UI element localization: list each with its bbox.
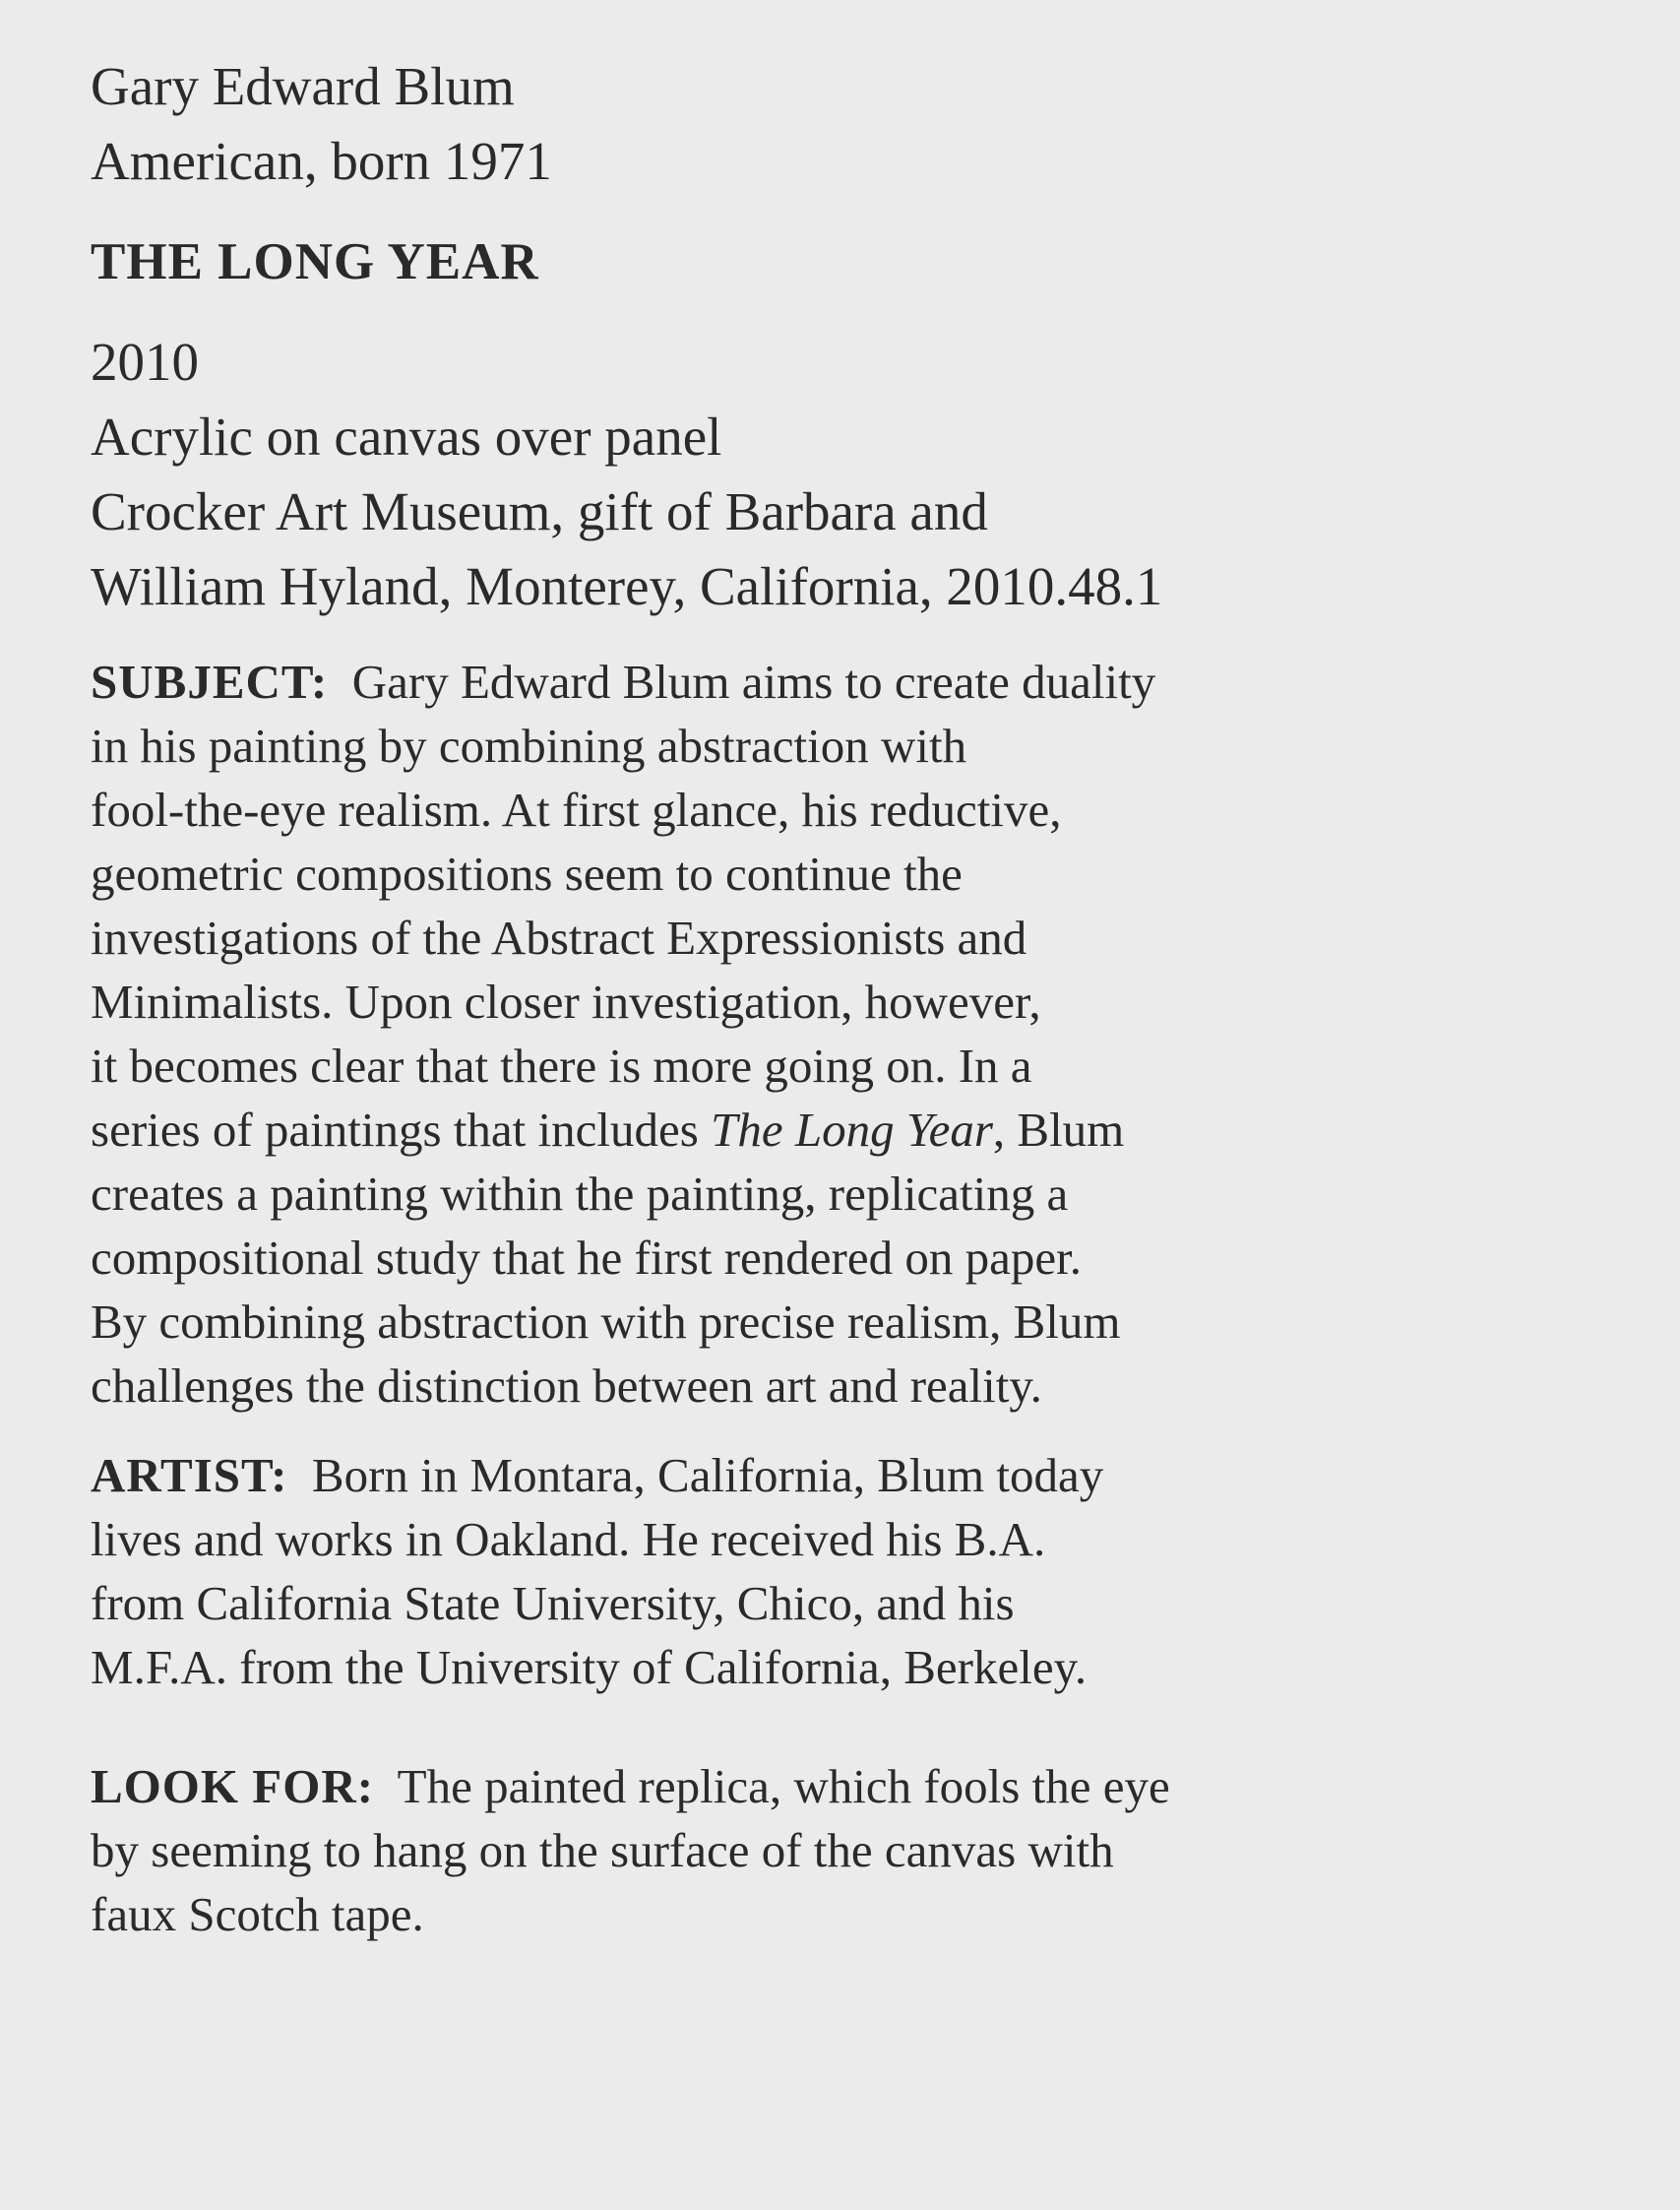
subject-line: compositional study that he first rendered on paper. — [91, 1231, 1082, 1285]
subject-line: in his painting by combining abstraction with — [91, 719, 967, 773]
subject-line: Minimalists. Upon closer investigation, however, — [91, 975, 1041, 1029]
subject-line-end: , Blum — [992, 1103, 1125, 1157]
look-for-line: by seeming to hang on the surface of the canvas with — [91, 1823, 1114, 1877]
subject-section — [91, 650, 1409, 1418]
artist-line: lives and works in Oakland. He received his B.A. — [91, 1512, 1046, 1566]
subject-line: investigations of the Abstract Expressionists and — [91, 911, 1027, 965]
subject-line: it becomes clear that there is more going on. In a — [91, 1039, 1032, 1093]
subject-heading: SUBJECT: — [91, 655, 329, 709]
subject-line: fool-the-eye realism. At first glance, his reductive, — [91, 783, 1062, 837]
credit-line-1: Crocker Art Museum, gift of Barbara and — [91, 481, 988, 541]
subject-line: creates a painting within the painting, replicating a — [91, 1167, 1069, 1221]
artist-section — [91, 1443, 1409, 1699]
subject-line: challenges the distinction between art and reality. — [91, 1358, 1042, 1413]
artist-line: from California State University, Chico, and his — [91, 1576, 1015, 1630]
artwork-medium: Acrylic on canvas over panel — [91, 407, 722, 467]
artist-name: Gary Edward Blum — [91, 56, 515, 116]
artist-nationality: American, born 1971 — [91, 131, 552, 191]
subject-line: series of paintings that includes — [91, 1103, 712, 1157]
credit-line-2: William Hyland, Monterey, California, 2010.48.1 — [91, 556, 1163, 616]
subject-line: By combining abstraction with precise realism, Blum — [91, 1294, 1121, 1349]
artist-line: Born in Montara, California, Blum today — [311, 1448, 1104, 1502]
artist-heading: ARTIST: — [91, 1448, 288, 1502]
look-for-line: faux Scotch tape. — [91, 1887, 424, 1941]
subject-line: geometric compositions seem to continue the — [91, 847, 963, 901]
artwork-date: 2010 — [91, 332, 199, 392]
artist-line: M.F.A. from the University of California, Berkeley. — [91, 1640, 1088, 1694]
subject-line: Gary Edward Blum aims to create duality — [351, 655, 1156, 709]
artwork-title-italic: The Long Year — [711, 1103, 993, 1157]
look-for-section — [91, 1754, 1409, 1946]
artwork-title: THE LONG YEAR — [91, 233, 539, 290]
look-for-heading: LOOK FOR: — [91, 1759, 375, 1813]
look-for-line: The painted replica, which fools the eye — [397, 1759, 1170, 1813]
museum-wall-label — [91, 49, 1409, 1946]
